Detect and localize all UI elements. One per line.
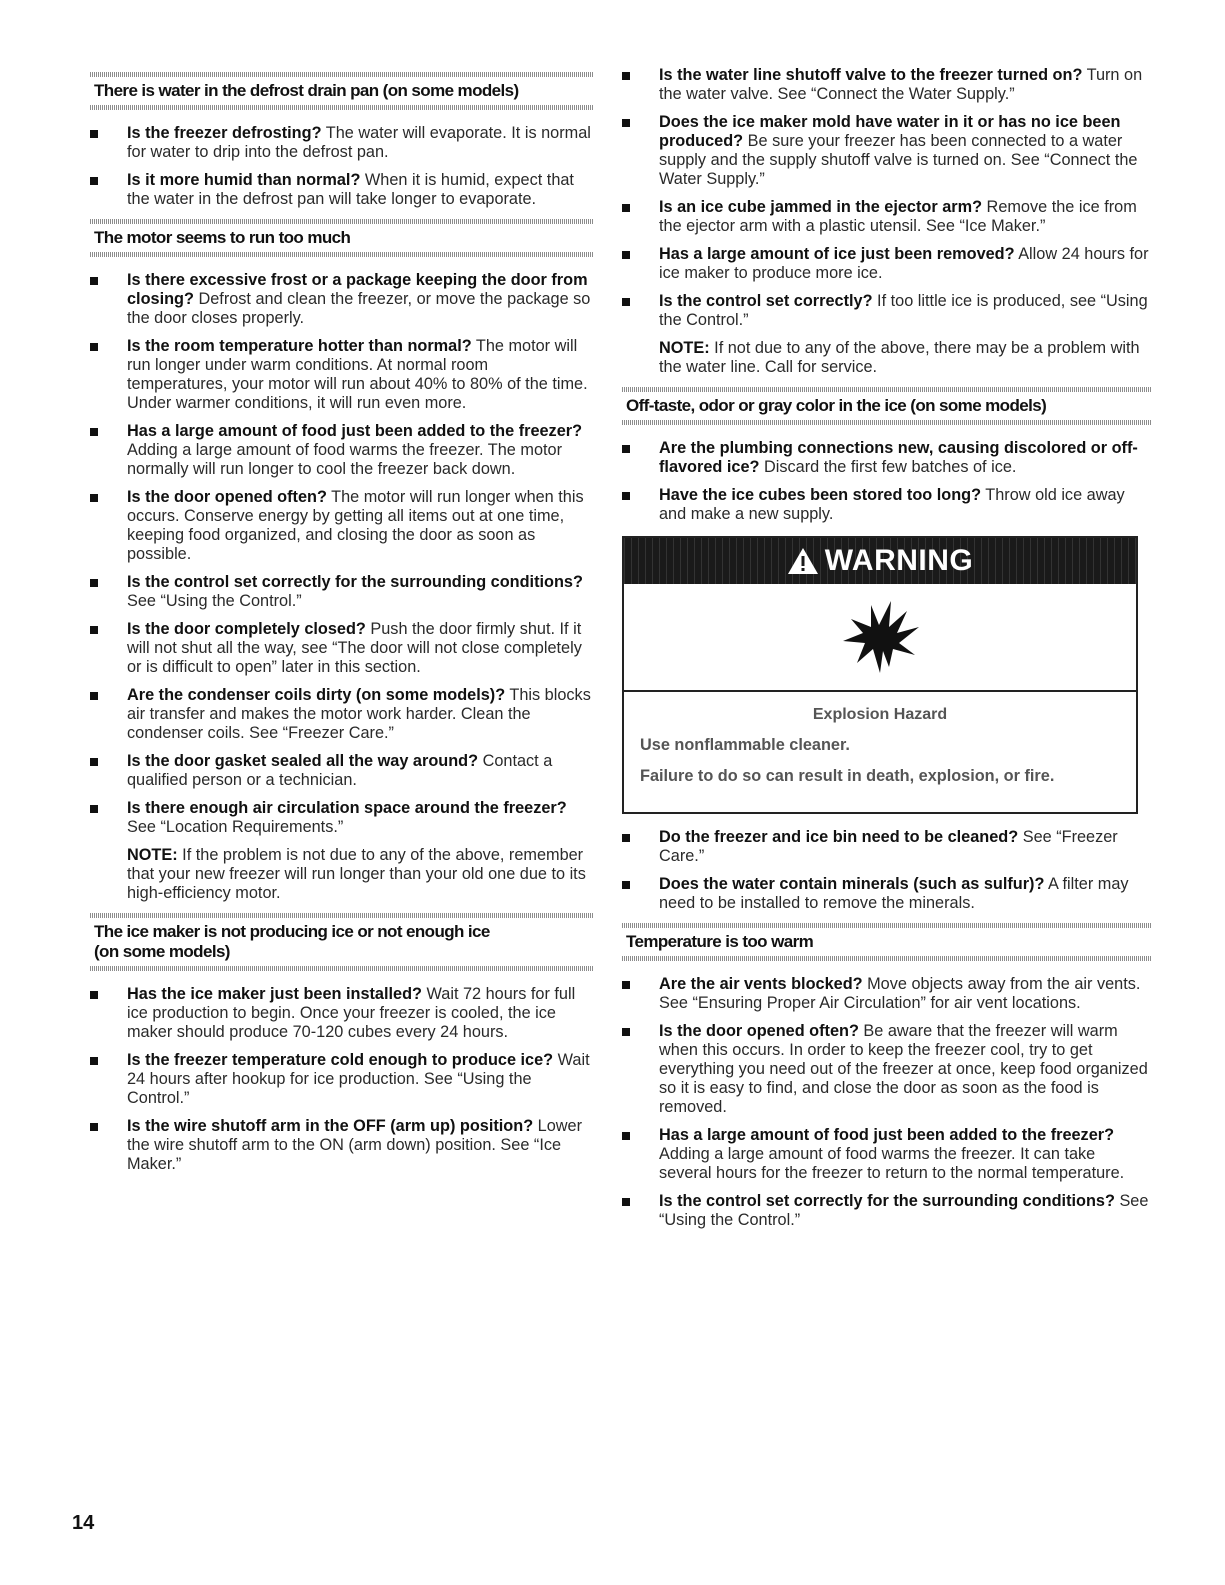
item-question: Is the door opened often? xyxy=(659,1022,859,1040)
item-answer: Allow 24 hours for ice maker to produce more ice. xyxy=(659,245,1149,282)
list-item xyxy=(622,66,1152,104)
item-answer: Remove the ice from the ejector arm with a plastic utensil. See “Ice Maker.” xyxy=(659,198,1137,235)
note-text: If not due to any of the above, there may be a problem with the water line. Call for service. xyxy=(659,339,1140,376)
item-question: Has the ice maker just been installed? xyxy=(127,985,422,1003)
left-column xyxy=(90,62,593,1183)
list-item xyxy=(90,620,593,677)
list-item xyxy=(622,875,1152,913)
bullet-icon xyxy=(90,130,98,138)
section-rule xyxy=(622,420,1152,425)
item-answer: Wait 24 hours after hookup for ice production. See “Using the Control.” xyxy=(127,1051,590,1107)
note-label: NOTE: xyxy=(127,846,178,864)
item-list xyxy=(90,124,593,209)
item-answer: Move objects away from the air vents. See “Ensuring Proper Air Circulation” for air vent locations. xyxy=(659,975,1141,1012)
section-rule xyxy=(90,966,593,971)
item-list xyxy=(90,271,593,837)
list-item xyxy=(90,1051,593,1108)
item-question: Is an ice cube jammed in the ejector arm? xyxy=(659,198,983,216)
list-item xyxy=(90,171,593,209)
bullet-icon xyxy=(622,72,630,80)
note-text: If the problem is not due to any of the above, remember that your new freezer will run longer than your old one due to its high-efficiency motor. xyxy=(127,846,586,902)
bullet-icon xyxy=(90,1123,98,1131)
item-answer: If too little ice is produced, see “Using the Control.” xyxy=(659,292,1148,329)
bullet-icon xyxy=(622,251,630,259)
page-number: 14 xyxy=(72,1512,95,1534)
list-item xyxy=(90,1117,593,1174)
bullet-icon xyxy=(90,494,98,502)
item-question: Has a large amount of food just been added to the freezer? xyxy=(659,1126,1115,1144)
warning-title-text: WARNING xyxy=(824,544,974,577)
item-question: Is it more humid than normal? xyxy=(127,171,361,189)
section-rule xyxy=(90,913,593,918)
section-title: Temperature is too warm xyxy=(626,932,814,951)
item-answer: Discard the first few batches of ice. xyxy=(759,458,1017,476)
item-answer: Push the door firmly shut. If it will not shut all the way, see “The door will not close completely or is difficult to open” later in this section. xyxy=(127,620,582,676)
item-question: Is the freezer temperature cold enough to produce ice? xyxy=(127,1051,554,1069)
bullet-icon xyxy=(622,204,630,212)
bullet-icon xyxy=(622,834,630,842)
item-question: Are the air vents blocked? xyxy=(659,975,863,993)
item-answer: See “Location Requirements.” xyxy=(127,818,344,836)
item-answer: The water will evaporate. It is normal for water to drip into the defrost pan. xyxy=(127,124,591,161)
section-title-line: (on some models) xyxy=(94,942,230,961)
list-item xyxy=(622,1192,1152,1230)
item-answer: Lower the wire shutoff arm to the ON (arm down) position. See “Ice Maker.” xyxy=(127,1117,583,1173)
right-column xyxy=(622,66,1152,1239)
list-item xyxy=(90,271,593,328)
bullet-icon xyxy=(622,1028,630,1036)
item-answer: Defrost and clean the freezer, or move the package so the door closes properly. xyxy=(127,290,591,327)
warning-line: Failure to do so can result in death, explosion, or fire. xyxy=(640,767,1055,785)
section-rule xyxy=(90,72,593,77)
section-header-ice-maker xyxy=(90,913,593,971)
item-question: Is the wire shutoff arm in the OFF (arm up) position? xyxy=(127,1117,534,1135)
item-question: Is the control set correctly? xyxy=(659,292,873,310)
item-list xyxy=(622,828,1152,913)
list-item xyxy=(622,975,1152,1013)
item-list xyxy=(622,975,1152,1230)
item-answer: This blocks air transfer and makes the motor work harder. Clean the condenser coils. See “Freezer Care.” xyxy=(127,686,591,742)
list-item xyxy=(90,752,593,790)
bullet-icon xyxy=(622,1198,630,1206)
section-header-off-taste xyxy=(622,387,1152,425)
list-item xyxy=(622,245,1152,283)
warning-box xyxy=(622,536,1138,814)
section-rule xyxy=(90,252,593,257)
bullet-icon xyxy=(90,626,98,634)
bullet-icon xyxy=(622,981,630,989)
list-item xyxy=(622,198,1152,236)
item-answer: See “Freezer Care.” xyxy=(659,828,1118,865)
list-item xyxy=(622,439,1152,477)
list-item xyxy=(90,985,593,1042)
item-list xyxy=(622,66,1152,330)
item-answer: Adding a large amount of food warms the freezer. The motor normally will run longer to cool the freezer back down. xyxy=(127,441,563,478)
section-rule xyxy=(622,387,1152,392)
section-rule xyxy=(90,105,593,110)
note xyxy=(622,339,1152,377)
bullet-icon xyxy=(622,1132,630,1140)
section-title xyxy=(94,922,593,962)
section-header-defrost-pan xyxy=(90,72,593,110)
item-question: Is there excessive frost or a package keeping the door from closing? xyxy=(127,271,588,308)
bullet-icon xyxy=(90,991,98,999)
item-question: Is the control set correctly for the surrounding conditions? xyxy=(659,1192,1115,1210)
section-title: Off-taste, odor or gray color in the ice (on some models) xyxy=(626,396,1047,415)
item-answer: See “Using the Control.” xyxy=(659,1192,1149,1229)
item-question: Is the freezer defrosting? xyxy=(127,124,322,142)
item-question: Is the control set correctly for the surrounding conditions? xyxy=(127,573,583,591)
explosion-icon xyxy=(835,597,925,677)
warning-hazard: Explosion Hazard xyxy=(812,706,948,723)
warning-triangle-icon xyxy=(787,546,819,576)
warning-text xyxy=(624,692,1136,812)
section-rule xyxy=(90,219,593,224)
list-item xyxy=(90,573,593,611)
list-item xyxy=(622,828,1152,866)
section-title: There is water in the defrost drain pan (on some models) xyxy=(94,81,519,100)
item-list xyxy=(90,985,593,1174)
item-question: Has a large amount of food just been added to the freezer? xyxy=(127,422,583,440)
item-question: Are the condenser coils dirty (on some models)? xyxy=(127,686,506,704)
section-title-line: The ice maker is not producing ice or not enough ice xyxy=(94,922,490,941)
item-answer: Be aware that the freezer will warm when this occurs. In order to keep the freezer cool, try to get everything you need out of the freezer at once, keep food organized so it is easy to find, and close the door as soon as the food is removed. xyxy=(659,1022,1148,1116)
item-question: Is there enough air circulation space around the freezer? xyxy=(127,799,567,817)
item-list xyxy=(622,439,1152,524)
item-question: Is the door opened often? xyxy=(127,488,327,506)
bullet-icon xyxy=(90,177,98,185)
bullet-icon xyxy=(90,805,98,813)
bullet-icon xyxy=(622,119,630,127)
item-question: Is the room temperature hotter than normal? xyxy=(127,337,472,355)
bullet-icon xyxy=(90,579,98,587)
warning-header xyxy=(624,538,1136,584)
list-item xyxy=(90,686,593,743)
list-item xyxy=(90,799,593,837)
item-question: Is the door gasket sealed all the way around? xyxy=(127,752,479,770)
list-item xyxy=(90,488,593,564)
item-question: Is the door completely closed? xyxy=(127,620,366,638)
warning-line: Use nonflammable cleaner. xyxy=(640,736,850,754)
list-item xyxy=(622,292,1152,330)
list-item xyxy=(622,486,1152,524)
item-answer: Wait 72 hours for full ice production to begin. Once your freezer is cooled, the ice maker should produce 70-120 cubes every 24 hours. xyxy=(127,985,576,1041)
item-question: Has a large amount of ice just been removed? xyxy=(659,245,1015,263)
section-rule xyxy=(622,923,1152,928)
item-question: Does the ice maker mold have water in it or has no ice been produced? xyxy=(659,113,1121,150)
list-item xyxy=(622,1126,1152,1183)
list-item xyxy=(90,337,593,413)
warning-title xyxy=(787,544,974,578)
bullet-icon xyxy=(622,298,630,306)
bullet-icon xyxy=(90,428,98,436)
list-item xyxy=(90,422,593,479)
note xyxy=(90,846,593,903)
item-question: Have the ice cubes been stored too long? xyxy=(659,486,982,504)
item-answer: The motor will run longer under warm conditions. At normal room temperatures, your motor will run about 40% to 80% of the time. Under warmer conditions, it will run even more. xyxy=(127,337,588,412)
item-question: Is the water line shutoff valve to the freezer turned on? xyxy=(659,66,1083,84)
item-answer: The motor will run longer when this occurs. Conserve energy by getting all items out at one time, keeping food organized, and closing the door as soon as possible. xyxy=(127,488,584,563)
item-answer: A filter may need to be installed to remove the minerals. xyxy=(659,875,1129,912)
list-item xyxy=(90,124,593,162)
list-item xyxy=(622,113,1152,189)
warning-symbol-area xyxy=(624,584,1136,692)
item-answer: See “Using the Control.” xyxy=(127,592,302,610)
note-label: NOTE: xyxy=(659,339,710,357)
item-question: Do the freezer and ice bin need to be cleaned? xyxy=(659,828,1019,846)
item-answer: Contact a qualified person or a technician. xyxy=(127,752,553,789)
section-header-motor xyxy=(90,219,593,257)
item-answer: Adding a large amount of food warms the freezer. It can take several hours for the freezer to return to the normal temperature. xyxy=(659,1145,1125,1182)
item-answer: Turn on the water valve. See “Connect the Water Supply.” xyxy=(659,66,1143,103)
item-answer: Be sure your freezer has been connected to a water supply and the supply shutoff valve is turned on. See “Connect the Water Supply.” xyxy=(659,132,1138,188)
bullet-icon xyxy=(622,881,630,889)
bullet-icon xyxy=(90,692,98,700)
item-question: Does the water contain minerals (such as sulfur)? xyxy=(659,875,1045,893)
bullet-icon xyxy=(90,277,98,285)
section-header-temperature xyxy=(622,923,1152,961)
bullet-icon xyxy=(90,343,98,351)
section-title: The motor seems to run too much xyxy=(94,228,351,247)
section-rule xyxy=(622,956,1152,961)
item-answer: Throw old ice away and make a new supply. xyxy=(659,486,1125,523)
item-question: Are the plumbing connections new, causing discolored or off-flavored ice? xyxy=(659,439,1138,476)
bullet-icon xyxy=(90,1057,98,1065)
bullet-icon xyxy=(90,758,98,766)
bullet-icon xyxy=(622,492,630,500)
bullet-icon xyxy=(622,445,630,453)
list-item xyxy=(622,1022,1152,1117)
item-answer: When it is humid, expect that the water in the defrost pan will take longer to evaporate. xyxy=(127,171,574,208)
